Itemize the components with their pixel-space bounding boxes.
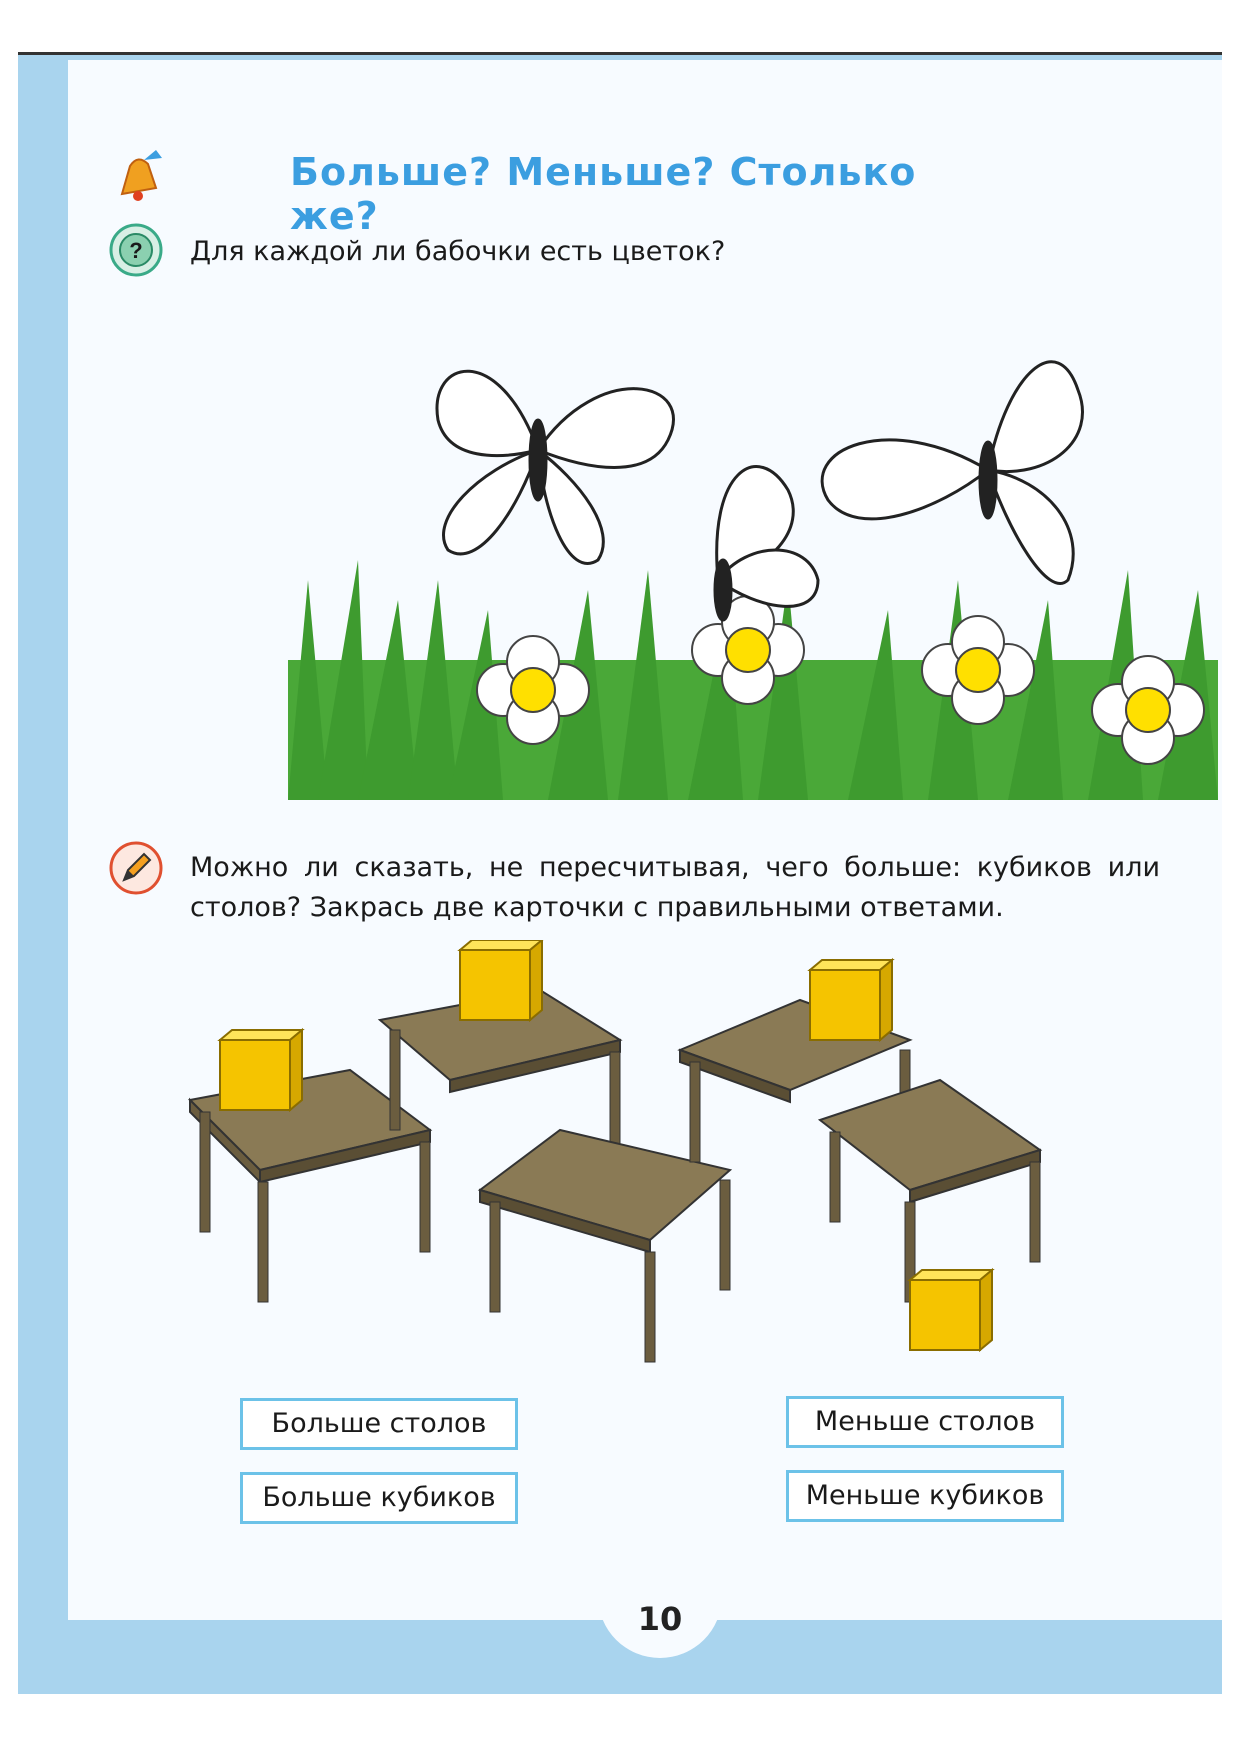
tables-cubes-illustration: [180, 940, 1180, 1370]
svg-text:?: ?: [129, 238, 143, 263]
answer-more-tables[interactable]: Больше столов: [240, 1398, 518, 1450]
butterfly: [822, 362, 1082, 584]
answer-fewer-tables[interactable]: Меньше столов: [786, 1396, 1064, 1448]
question-icon: [108, 222, 164, 278]
cube: [460, 940, 542, 1020]
cube: [810, 960, 892, 1040]
table: [820, 1080, 1040, 1302]
table: [480, 1130, 730, 1362]
cube: [910, 1270, 992, 1350]
butterfly: [437, 371, 673, 563]
pencil-icon: [108, 840, 164, 896]
question-text: Для каждой ли бабочки есть цветок?: [190, 236, 726, 267]
page-title: Больше? Меньше? Столько же?: [290, 150, 917, 238]
butterflies-flowers-illustration: [288, 330, 1218, 800]
task-text: Можно ли сказать, не пересчитывая, чего больше: кубиков или столов? Закрась две карточки с правильными ответами.: [190, 852, 1160, 923]
page-number: 10: [637, 1600, 683, 1638]
butterfly: [715, 467, 818, 620]
bell-icon: [108, 146, 168, 206]
top-border: [18, 52, 1222, 55]
answer-fewer-cubes[interactable]: Меньше кубиков: [786, 1470, 1064, 1522]
answer-more-cubes[interactable]: Больше кубиков: [240, 1472, 518, 1524]
cube: [220, 1030, 302, 1110]
page-sheet: [68, 60, 1222, 1620]
